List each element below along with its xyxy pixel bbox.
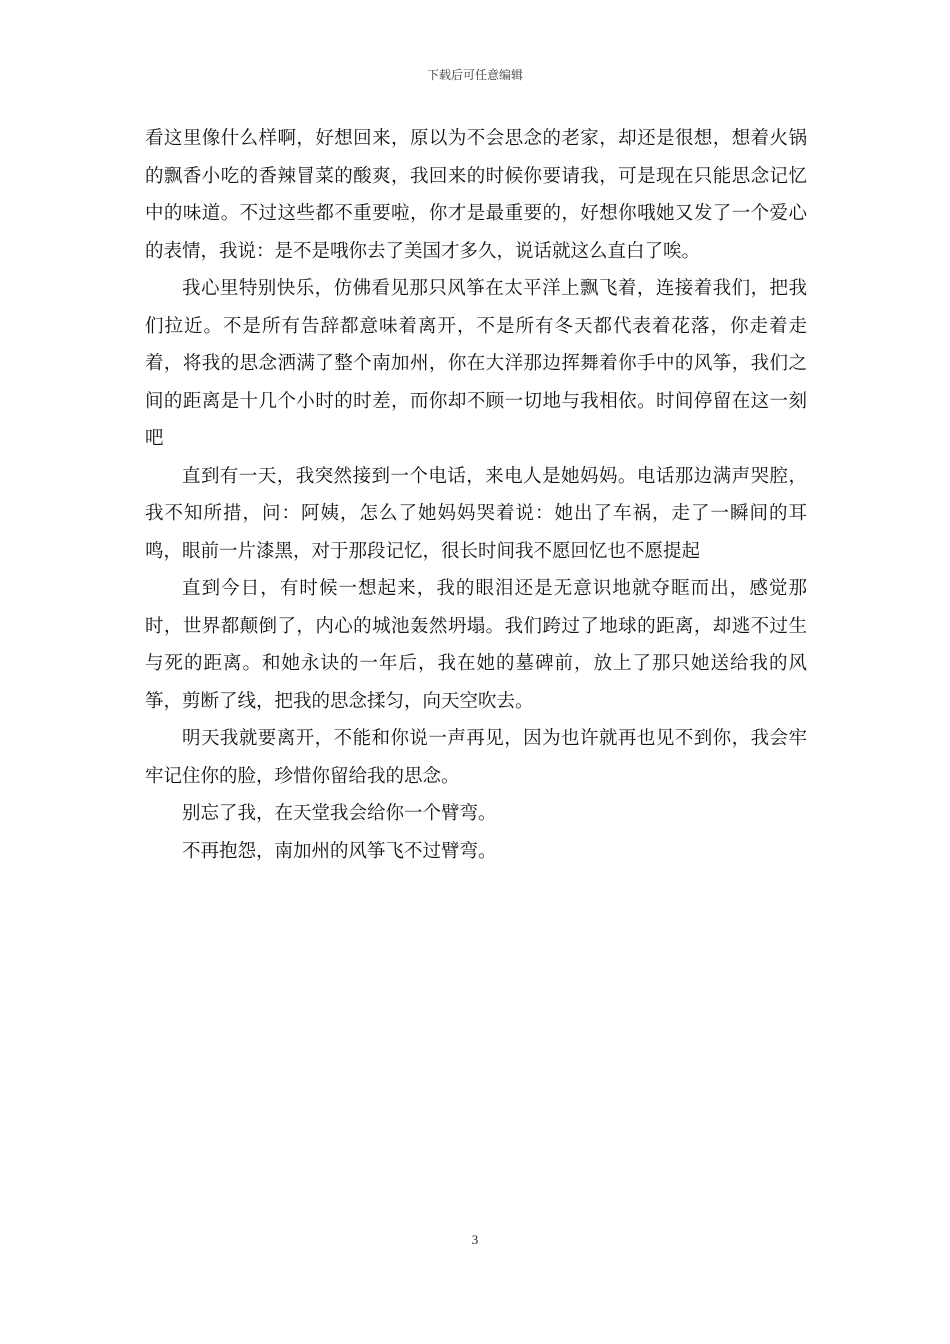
paragraph-4: 直到今日，有时候一想起来，我的眼泪还是无意识地就夺眶而出，感觉那时，世界都颠倒了，内心的城池轰然坍塌。我们跨过了地球的距离，却逃不过生与死的距离。和她永诀的一年后，我在她的墓碑前，放上了那只她送给我的风筝，剪断了线，把我的思念揉匀，向天空吹去。	[145, 578, 807, 712]
paragraph-2: 我心里特别快乐，仿佛看见那只风筝在太平洋上飘飞着，连接着我们，把我们拉近。不是所有告辞都意味着离开，不是所有冬天都代表着花落，你走着走着，将我的思念洒满了整个南加州，你在大洋那边挥舞着你手中的风筝，我们之间的距离是十几个小时的时差，而你却不顾一切地与我相依。时间停留在这一刻吧	[145, 278, 807, 449]
paragraph-7: 不再抱怨，南加州的风筝飞不过臂弯。	[182, 840, 497, 862]
page-number: 3	[471, 1232, 479, 1247]
paragraph-6: 别忘了我，在天堂我会给你一个臂弯。	[182, 803, 497, 824]
paragraph-5: 明天我就要离开，不能和你说一声再见，因为也许就再也见不到你，我会牢牢记住你的脸，珍惜你留给我的思念。	[145, 728, 807, 787]
page-header: 下载后可任意编辑	[426, 68, 523, 82]
paragraph-3: 直到有一天，我突然接到一个电话，来电人是她妈妈。电话那边满声哭腔，我不知所措，问：阿姨，怎么了她妈妈哭着说：她出了车祸，走了一瞬间的耳鸣，眼前一片漆黑，对于那段记忆，很长时间我不愿回忆也不愿提起	[145, 465, 807, 562]
paragraph-1: 看这里像什么样啊，好想回来，原以为不会思念的老家，却还是很想，想着火锅的飘香小吃的香辣冒菜的酸爽，我回来的时候你要请我，可是现在只能思念记忆中的味道。不过这些都不重要啦，你才是最重要的，好想你哦她又发了一个爱心的表情，我说：是不是哦你去了美国才多久，说话就这么直白了唉。	[145, 128, 807, 262]
document-body	[145, 120, 807, 870]
